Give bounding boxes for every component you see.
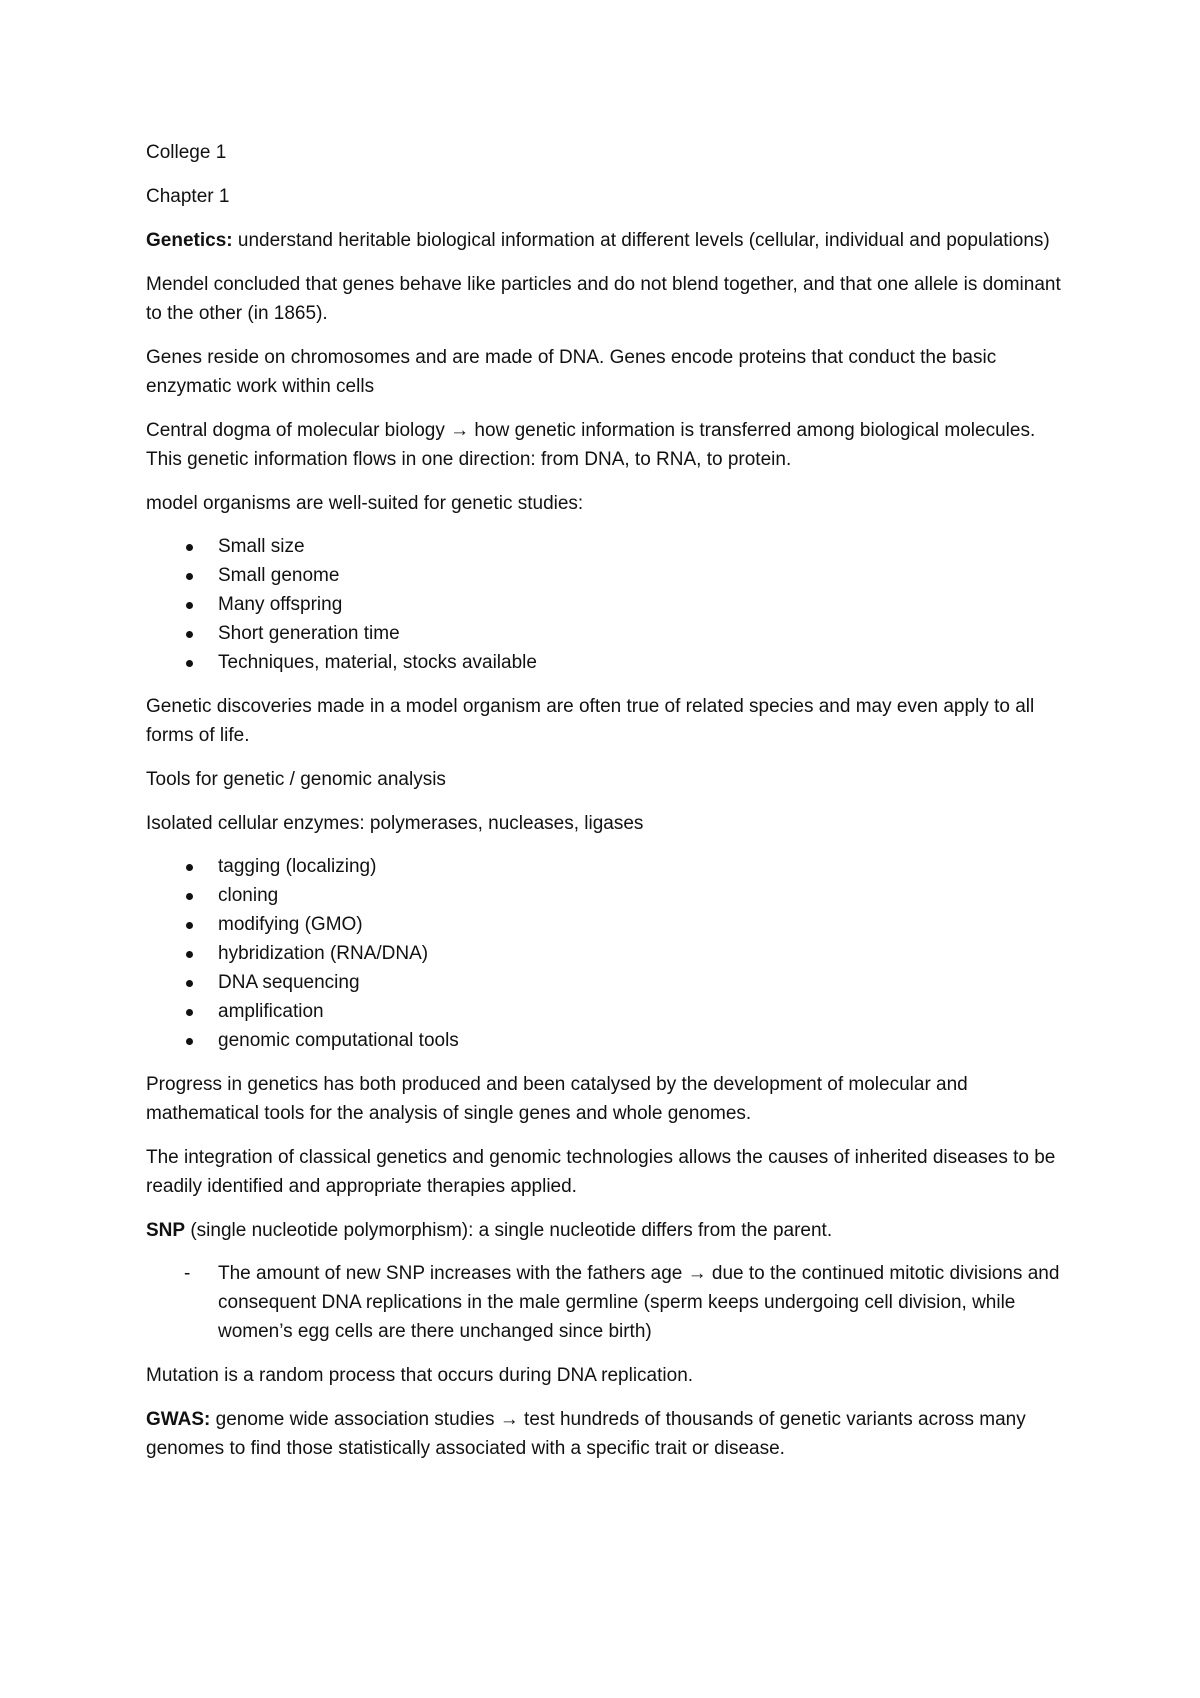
genetics-text: understand heritable biological information at different levels (cellular, individual and populations)	[232, 230, 1050, 251]
bullet-icon	[186, 544, 193, 551]
snp-detail-text: The amount of new SNP increases with the fathers age → due to the continued mitotic divisions and consequent DNA replications in the male germline (sperm keeps undergoing cell division, while women’s egg cells are there unchanged since birth)	[218, 1263, 1060, 1342]
central-dogma-paragraph: Central dogma of molecular biology → how genetic information is transferred among biological molecules. This genetic information flows in one direction: from DNA, to RNA, to protein.	[146, 420, 1036, 470]
list-item	[146, 532, 1076, 561]
enzymes-paragraph: Isolated cellular enzymes: polymerases, nucleases, ligases	[146, 813, 644, 834]
snp-text: (single nucleotide polymorphism): a single nucleotide differs from the parent.	[185, 1220, 833, 1241]
list-item-text: tagging (localizing)	[218, 856, 377, 877]
snp-term: SNP	[146, 1220, 186, 1241]
list-item-text: cloning	[218, 885, 279, 906]
list-item	[146, 968, 1076, 997]
list-item-text: modifying (GMO)	[218, 914, 363, 935]
model-organisms-intro: model organisms are well-suited for genetic studies:	[146, 493, 584, 514]
list-item	[146, 910, 1076, 939]
genetics-definition	[146, 226, 1076, 255]
tools-heading: Tools for genetic / genomic analysis	[146, 769, 446, 790]
list-item	[146, 1026, 1076, 1055]
bullet-icon	[186, 1009, 193, 1016]
snp-definition	[146, 1216, 1076, 1245]
document-title: College 1	[146, 142, 227, 163]
bullet-icon	[186, 951, 193, 958]
list-item	[146, 852, 1076, 881]
list-item	[146, 619, 1076, 648]
list-item-text: Techniques, material, stocks available	[218, 652, 537, 673]
bullet-icon	[186, 980, 193, 987]
list-item-text: Small size	[218, 536, 305, 557]
tools-list	[146, 852, 1076, 1055]
list-item-text: Many offspring	[218, 594, 343, 615]
list-item-text: genomic computational tools	[218, 1030, 459, 1051]
gwas-term: GWAS:	[146, 1409, 211, 1430]
bullet-icon	[186, 864, 193, 871]
bullet-icon	[186, 922, 193, 929]
bullet-icon	[186, 660, 193, 667]
list-item-text: Small genome	[218, 565, 340, 586]
bullet-icon	[186, 893, 193, 900]
list-item	[146, 561, 1076, 590]
snp-detail-list	[146, 1259, 1076, 1346]
document-page	[146, 138, 1076, 1478]
gwas-text: genome wide association studies → test hundreds of thousands of genetic variants across many genomes to find those statistically associated with a specific trait or disease.	[146, 1409, 1026, 1459]
list-item-text: DNA sequencing	[218, 972, 360, 993]
bullet-icon	[186, 573, 193, 580]
list-item	[146, 648, 1076, 677]
dash-bullet: -	[184, 1263, 191, 1284]
discoveries-paragraph: Genetic discoveries made in a model organism are often true of related species and may even apply to all forms of life.	[146, 696, 1035, 746]
genes-paragraph: Genes reside on chromosomes and are made of DNA. Genes encode proteins that conduct the basic enzymatic work within cells	[146, 347, 997, 397]
mendel-paragraph: Mendel concluded that genes behave like particles and do not blend together, and that one allele is dominant to the other (in 1865).	[146, 274, 1061, 324]
bullet-icon	[186, 1038, 193, 1045]
genetics-term: Genetics:	[146, 230, 233, 251]
list-item	[146, 881, 1076, 910]
gwas-definition	[146, 1405, 1076, 1463]
list-item-text: hybridization (RNA/DNA)	[218, 943, 429, 964]
model-organisms-list	[146, 532, 1076, 677]
list-item	[146, 939, 1076, 968]
list-item-text: amplification	[218, 1001, 324, 1022]
list-item	[146, 997, 1076, 1026]
list-item	[146, 1259, 1076, 1346]
bullet-icon	[186, 631, 193, 638]
chapter-heading: Chapter 1	[146, 186, 230, 207]
integration-paragraph: The integration of classical genetics and genomic technologies allows the causes of inherited diseases to be readily identified and appropriate therapies applied.	[146, 1147, 1056, 1197]
mutation-paragraph: Mutation is a random process that occurs during DNA replication.	[146, 1365, 694, 1386]
list-item	[146, 590, 1076, 619]
list-item-text: Short generation time	[218, 623, 400, 644]
bullet-icon	[186, 602, 193, 609]
progress-paragraph: Progress in genetics has both produced and been catalysed by the development of molecular and mathematical tools for the analysis of single genes and whole genomes.	[146, 1074, 968, 1124]
